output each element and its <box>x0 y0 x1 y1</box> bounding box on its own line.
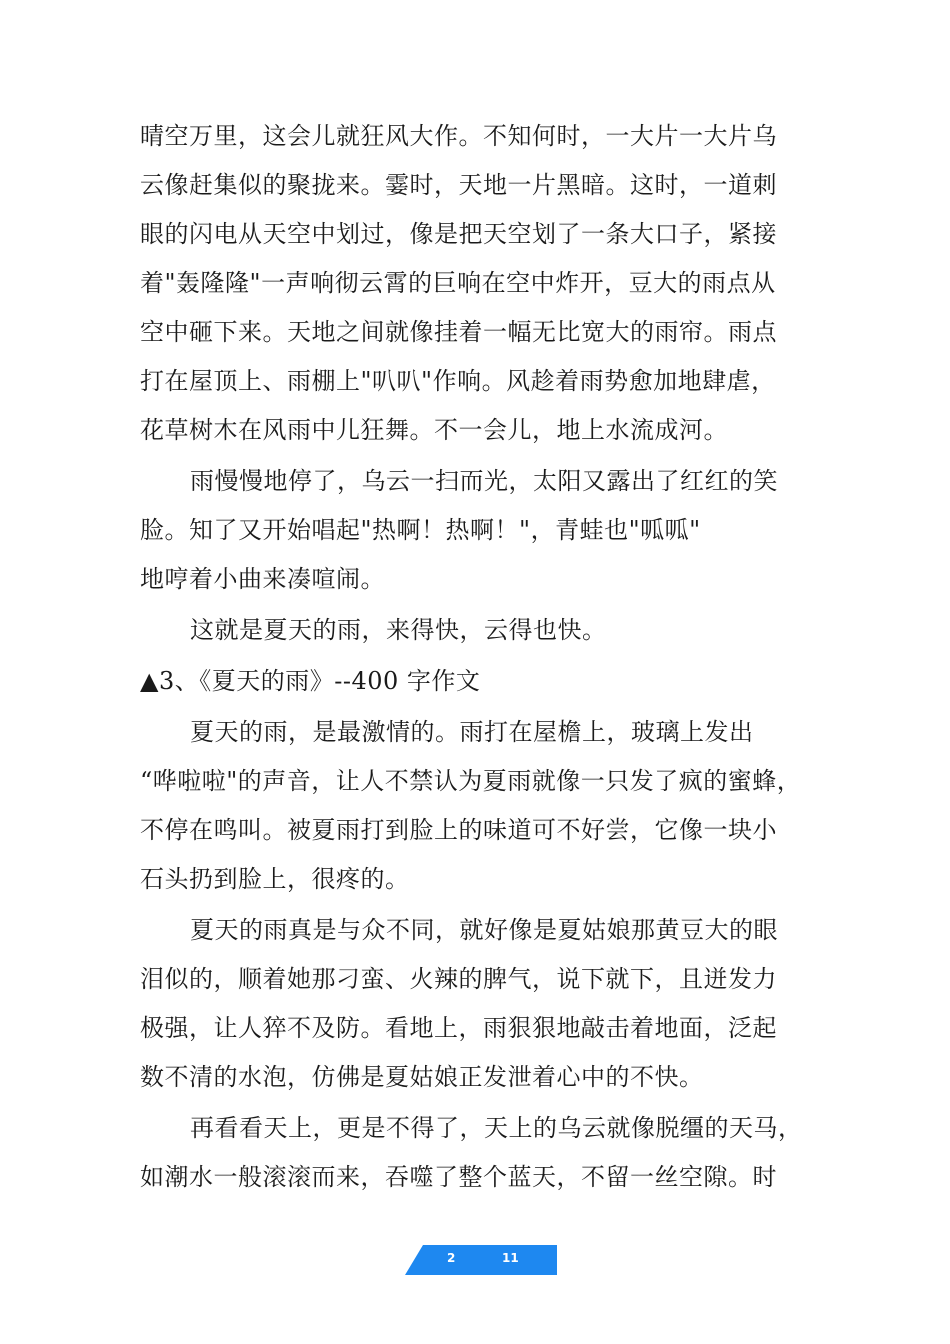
text-line: 极强，让人猝不及防。看地上，雨狠狠地敲击着地面，泛起 <box>140 1014 777 1042</box>
text-line: 不停在鸣叫。被夏雨打到脸上的味道可不好尝，它像一块小 <box>140 816 777 844</box>
current-page-number: 2 <box>447 1251 456 1265</box>
text-line: 眼的闪电从天空中划过，像是把天空划了一条大口子，紧接 <box>140 220 777 248</box>
text-line: 地哼着小曲来凑喧闹。 <box>140 565 385 593</box>
text-line: “哗啦啦"的声音，让人不禁认为夏雨就像一只发了疯的蜜蜂， <box>140 767 802 795</box>
text-line: 数不清的水泡，仿佛是夏姑娘正发泄着心中的不快。 <box>140 1063 704 1091</box>
text-line: 石头扔到脸上，很疼的。 <box>140 865 410 893</box>
paragraph-start-line: 夏天的雨真是与众不同，就好像是夏姑娘那黄豆大的眼 <box>190 916 778 944</box>
text-line: 花草树木在风雨中儿狂舞。不一会儿，地上水流成河。 <box>140 416 728 444</box>
paragraph-start-line: 夏天的雨，是最激情的。雨打在屋檐上，玻璃上发出 <box>190 718 754 746</box>
text-line: 如潮水一般滚滚而来，吞噬了整个蓝天，不留一丝空隙。时 <box>140 1163 777 1191</box>
paragraph-start-line: 再看看天上，更是不得了，天上的乌云就像脱缰的天马， <box>190 1114 803 1142</box>
section-heading: ▲3、《夏天的雨》--400 字作文 <box>140 667 481 695</box>
page-indicator-background <box>405 1245 557 1275</box>
text-line: 晴空万里，这会儿就狂风大作。不知何时，一大片一大片乌 <box>140 122 777 150</box>
paragraph-start-line: 这就是夏天的雨，来得快，云得也快。 <box>190 616 607 644</box>
text-line: 空中砸下来。天地之间就像挂着一幅无比宽大的雨帘。雨点 <box>140 318 777 346</box>
text-line: 云像赶集似的聚拢来。霎时，天地一片黑暗。这时，一道刺 <box>140 171 777 199</box>
total-pages-number: 11 <box>502 1251 519 1265</box>
text-line: 脸。知了又开始唱起"热啊！热啊！"，青蛙也"呱呱" <box>140 516 701 544</box>
text-line: 泪似的，顺着她那刁蛮、火辣的脾气，说下就下，且迸发力 <box>140 965 777 993</box>
text-line: 打在屋顶上、雨棚上"叭叭"作响。风趁着雨势愈加地肆虐， <box>140 367 776 395</box>
text-line: 着"轰隆隆"一声响彻云霄的巨响在空中炸开，豆大的雨点从 <box>140 269 776 297</box>
paragraph-start-line: 雨慢慢地停了，乌云一扫而光，太阳又露出了红红的笑 <box>190 467 778 495</box>
page-indicator <box>405 1245 557 1275</box>
